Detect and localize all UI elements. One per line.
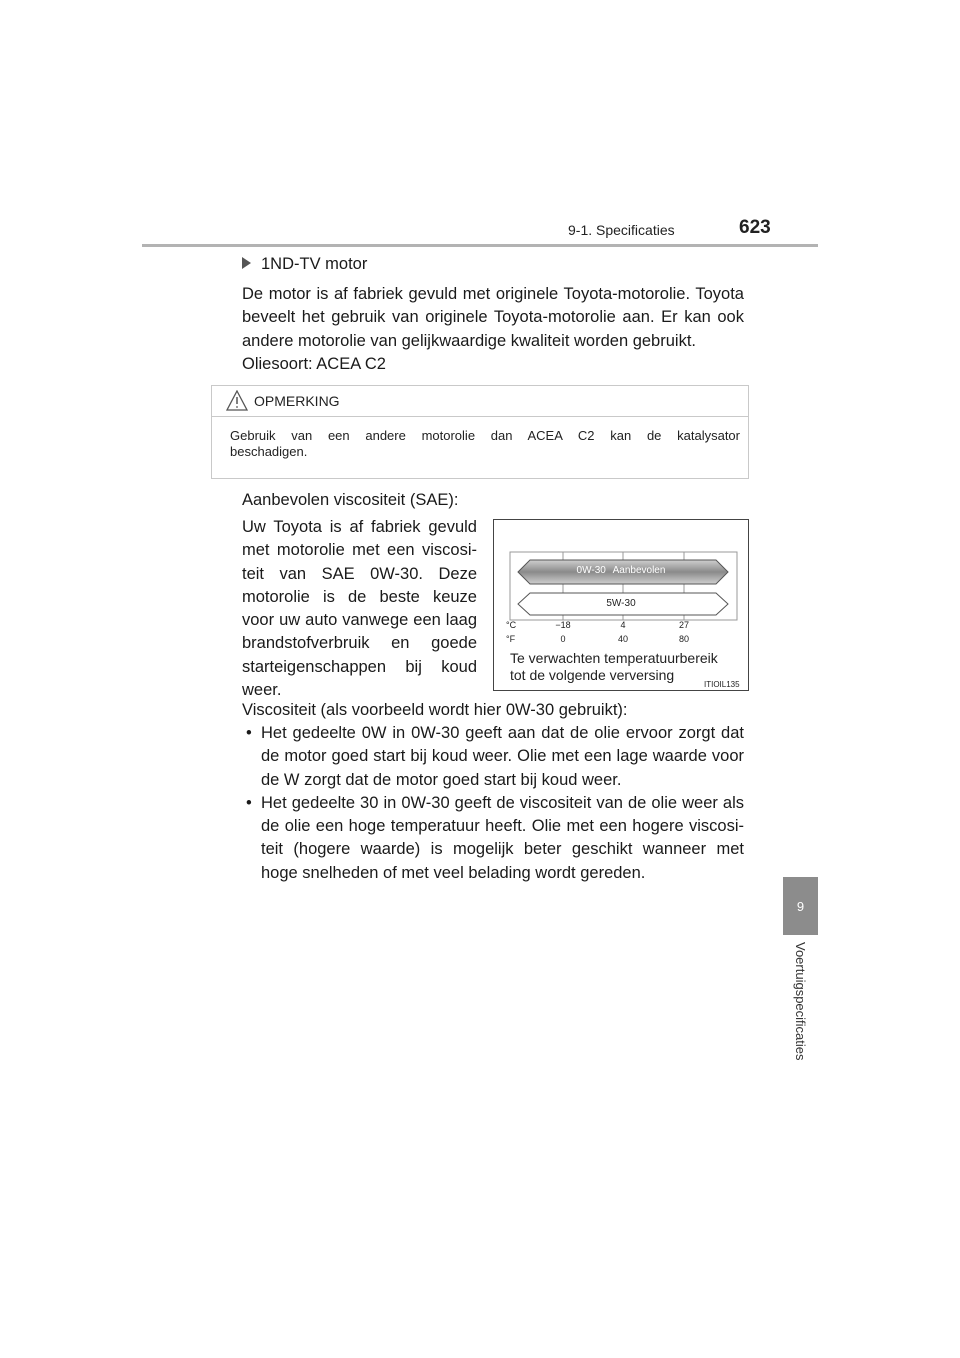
- notice-text: [230, 428, 740, 460]
- notice-line: Gebruik van een andere motorolie dan ACEA C2 kan de katalysator: [230, 428, 740, 443]
- viscosity-line: voor uw auto vanwege een laag: [242, 611, 477, 630]
- figure-caption: [510, 650, 718, 684]
- warning-icon: [226, 390, 248, 411]
- unit-celsius: °C: [506, 620, 517, 630]
- intro-line: De motor is af fabriek gevuld met originele Toyota-motorolie. Toyota: [242, 285, 744, 303]
- notice-box: [211, 385, 749, 479]
- figure-code: ITIOIL135: [704, 680, 740, 689]
- recommended-band-label: [494, 565, 748, 576]
- bullet-symbol: •: [246, 724, 252, 742]
- chapter-label-text: Voertuigspecificaties: [793, 942, 808, 1061]
- grade-secondary: 5W-30: [606, 598, 636, 609]
- bullet-line: de motor goed start bij koud weer. Olie met een lage waarde voor: [261, 747, 744, 766]
- bullet-symbol: •: [246, 793, 252, 812]
- oil-type: Oliesoort: ACEA C2: [242, 355, 386, 373]
- bullet-line: de W zorgt dat de motor goed start bij koud weer.: [261, 770, 622, 789]
- intro-paragraph: [242, 283, 744, 353]
- grade-primary: 0W-30: [576, 565, 606, 576]
- viscosity-figure: [493, 519, 749, 691]
- temp-f-label: 40: [617, 634, 628, 644]
- temp-c-label: 27: [678, 620, 689, 630]
- viscosity-line: weer.: [242, 681, 282, 700]
- viscosity-line: met motorolie met een viscosi-: [242, 541, 477, 560]
- bullet-line: Het gedeelte 0W in 0W-30 geeft aan dat de olie ervoor zorgt dat: [261, 724, 744, 742]
- intro-line: beveelt het gebruik van originele Toyota-motorolie aan. Er kan ook: [242, 308, 744, 327]
- viscosity-paragraph: [242, 516, 477, 702]
- notice-title: OPMERKING: [254, 393, 340, 409]
- figure-caption-line: Te verwachten temperatuurbereik: [510, 650, 718, 666]
- bullet-line: Het gedeelte 30 in 0W-30 geeft de viscositeit van de olie weer als: [261, 793, 744, 812]
- bullet-item: [246, 792, 744, 885]
- temp-c-label: 4: [620, 620, 626, 630]
- notice-line: beschadigen.: [230, 444, 308, 459]
- temp-f-label: 0: [560, 634, 566, 644]
- bullet-item: [246, 722, 744, 792]
- chapter-label: [783, 942, 818, 1132]
- viscosity-line: Uw Toyota is af fabriek gevuld: [242, 518, 477, 536]
- chapter-tab: [783, 877, 818, 935]
- bullet-line: teit (hogere waarde) is mogelijk beter geschikt wanneer met: [261, 840, 744, 859]
- page-number: 623: [739, 217, 771, 238]
- intro-line: andere motorolie van gelijkwaardige kwaliteit worden gebruikt.: [242, 331, 696, 350]
- chapter-number: 9: [796, 898, 805, 914]
- bullet-list: [246, 722, 744, 885]
- header-rule: [142, 244, 818, 247]
- viscosity-line: brandstofverbruik en goede: [242, 634, 477, 653]
- temp-c-label: −18: [555, 620, 571, 630]
- notice-header: [212, 386, 748, 417]
- figure-caption-line: tot de volgende verversing: [510, 667, 675, 683]
- bullet-line: de olie een hoge temperatuur heeft. Olie met een hogere viscosi-: [261, 817, 744, 836]
- unit-fahrenheit: °F: [506, 634, 516, 644]
- engine-heading-text: 1ND-TV motor: [261, 255, 368, 273]
- recommended-label: Aanbevolen: [612, 565, 666, 576]
- viscosity-line: motorolie is de beste keuze: [242, 587, 477, 606]
- section-title: 9-1. Specificaties: [568, 222, 675, 238]
- example-line: Viscositeit (als voorbeeld wordt hier 0W-30 gebruikt):: [242, 701, 628, 719]
- viscosity-line: starteigenschappen bij koud: [242, 657, 477, 676]
- triangle-bullet-icon: [242, 257, 251, 269]
- viscosity-line: teit van SAE 0W-30. Deze: [242, 564, 477, 583]
- bullet-line: hoge snelheden of met veel belading wordt gereden.: [261, 863, 646, 882]
- engine-heading: [242, 253, 367, 276]
- viscosity-heading: Aanbevolen viscositeit (SAE):: [242, 491, 459, 509]
- temp-f-label: 80: [678, 634, 689, 644]
